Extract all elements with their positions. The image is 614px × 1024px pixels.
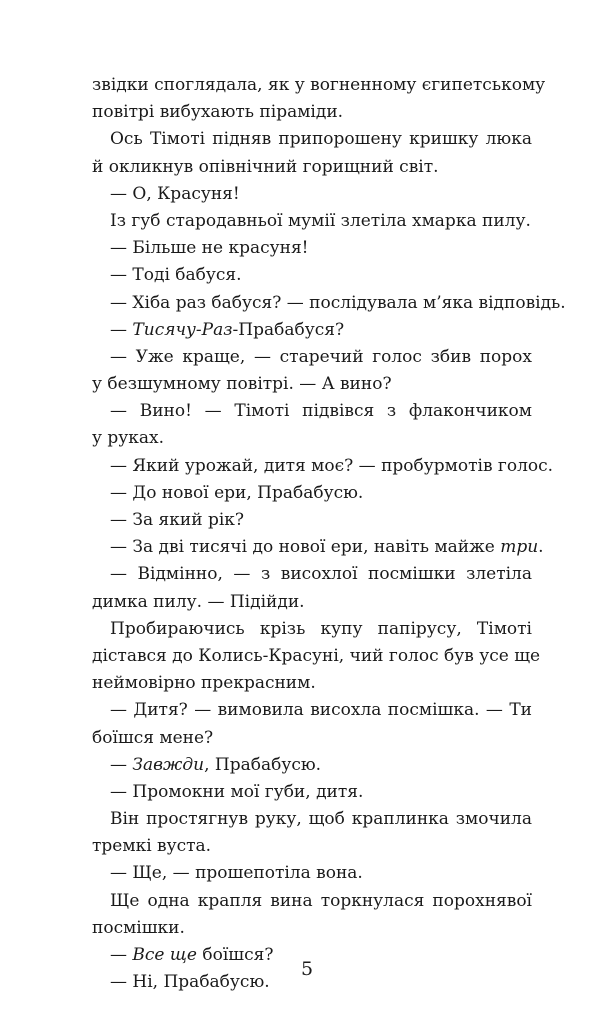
- text-segment: Пробираючись крізь купу папірусу, Тімоті: [110, 618, 532, 639]
- text-line: [92, 725, 532, 752]
- text-segment: звідки споглядала, як у вогненному єгипетському: [92, 75, 546, 95]
- text-line: [92, 697, 532, 724]
- text-line: [92, 235, 532, 262]
- text-segment: димка пилу. — Підійди.: [92, 591, 305, 612]
- text-segment: неймовірно прекрасним.: [92, 673, 316, 694]
- text-line: [92, 453, 554, 480]
- text-segment: боїшся мене?: [92, 727, 214, 748]
- text-line: [92, 806, 532, 833]
- text-line: [92, 833, 532, 860]
- text-segment: -Прабабуся?: [232, 319, 345, 340]
- text-segment: — О, Красуня!: [110, 183, 240, 204]
- text-segment: — Промокни мої губи, дитя.: [110, 781, 364, 802]
- text-segment: повітрі вибухають піраміди.: [92, 102, 344, 123]
- text-segment: — За дві тисячі до нової ери, навіть майже: [110, 537, 501, 558]
- text-line: [92, 860, 532, 887]
- text-line: [92, 208, 532, 235]
- text-segment: — Відмінно, — з висохлої посмішки злетіла: [110, 564, 532, 585]
- text-segment: .: [538, 537, 544, 558]
- text-line: [92, 752, 532, 779]
- text-segment: у безшумному повітрі. — А вино?: [92, 374, 392, 395]
- text-line: [92, 126, 532, 153]
- body-text: [92, 72, 566, 996]
- italic-text-segment: Тисячу-Раз: [132, 319, 233, 340]
- text-segment: — Вино! — Тімоті підвівся з флакончиком: [110, 401, 532, 422]
- text-segment: — Ні, Прабабусю.: [110, 972, 270, 993]
- text-line: [92, 371, 532, 398]
- text-line: [92, 561, 532, 588]
- text-segment: — Ще, — прошепотіла вона.: [110, 863, 363, 884]
- text-line: [92, 99, 532, 126]
- text-segment: Він простягнув руку, щоб краплинка змочила: [110, 809, 532, 830]
- text-segment: — Дитя? — вимовила висохла посмішка. — Ти: [110, 700, 532, 721]
- text-segment: — Який урожай, дитя моє? — пробурмотів голос.: [110, 455, 554, 476]
- text-line: [92, 888, 532, 915]
- text-line: [92, 915, 532, 942]
- text-segment: посмішки.: [92, 917, 185, 938]
- text-line: [92, 616, 532, 643]
- text-line: [92, 290, 566, 317]
- text-line: [92, 589, 532, 616]
- text-segment: — За який рік?: [110, 510, 245, 530]
- text-segment: Із губ стародавньої мумії злетіла хмарка пилу.: [110, 210, 531, 231]
- text-line: [92, 181, 532, 208]
- text-line: [92, 480, 532, 507]
- text-segment: Ще одна крапля вина торкнулася порохнявої: [110, 890, 532, 911]
- text-line: [92, 344, 532, 371]
- text-line: [92, 425, 532, 452]
- text-segment: —: [110, 945, 133, 965]
- text-segment: тремкі вуста.: [92, 836, 212, 857]
- text-segment: — Більше не красуня!: [110, 238, 309, 259]
- text-segment: Ось Тімоті підняв припорошену кришку люка: [110, 129, 532, 150]
- text-line: [92, 262, 532, 289]
- italic-text-segment: три: [500, 537, 539, 558]
- text-line: [92, 72, 546, 99]
- text-line: [92, 507, 532, 534]
- text-segment: —: [110, 319, 133, 340]
- text-segment: — Уже краще, — старечий голос збив порох: [110, 346, 532, 367]
- text-segment: — Хіба раз бабуся? — послідувала м’яка відповідь.: [110, 292, 566, 313]
- text-segment: у руках.: [92, 428, 165, 449]
- text-segment: , Прабабусю.: [204, 754, 322, 775]
- text-segment: —: [110, 754, 133, 775]
- page-number: 5: [300, 958, 314, 980]
- text-line: [92, 154, 532, 181]
- text-segment: й окликнув опівнічний горищний світ.: [92, 156, 439, 177]
- text-line: [92, 398, 532, 425]
- text-line: [92, 779, 532, 806]
- text-segment: — До нової ери, Прабабусю.: [110, 482, 364, 503]
- text-segment: — Тоді бабуся.: [110, 265, 242, 286]
- text-line: [92, 534, 544, 561]
- text-line: [92, 317, 532, 344]
- italic-text-segment: Все ще: [132, 945, 197, 965]
- text-segment: боїшся?: [196, 945, 274, 965]
- text-line: [92, 643, 541, 670]
- italic-text-segment: Завжди: [132, 754, 205, 775]
- text-segment: дістався до Колись-Красуні, чий голос був усе ще: [92, 645, 541, 666]
- text-line: [92, 670, 532, 697]
